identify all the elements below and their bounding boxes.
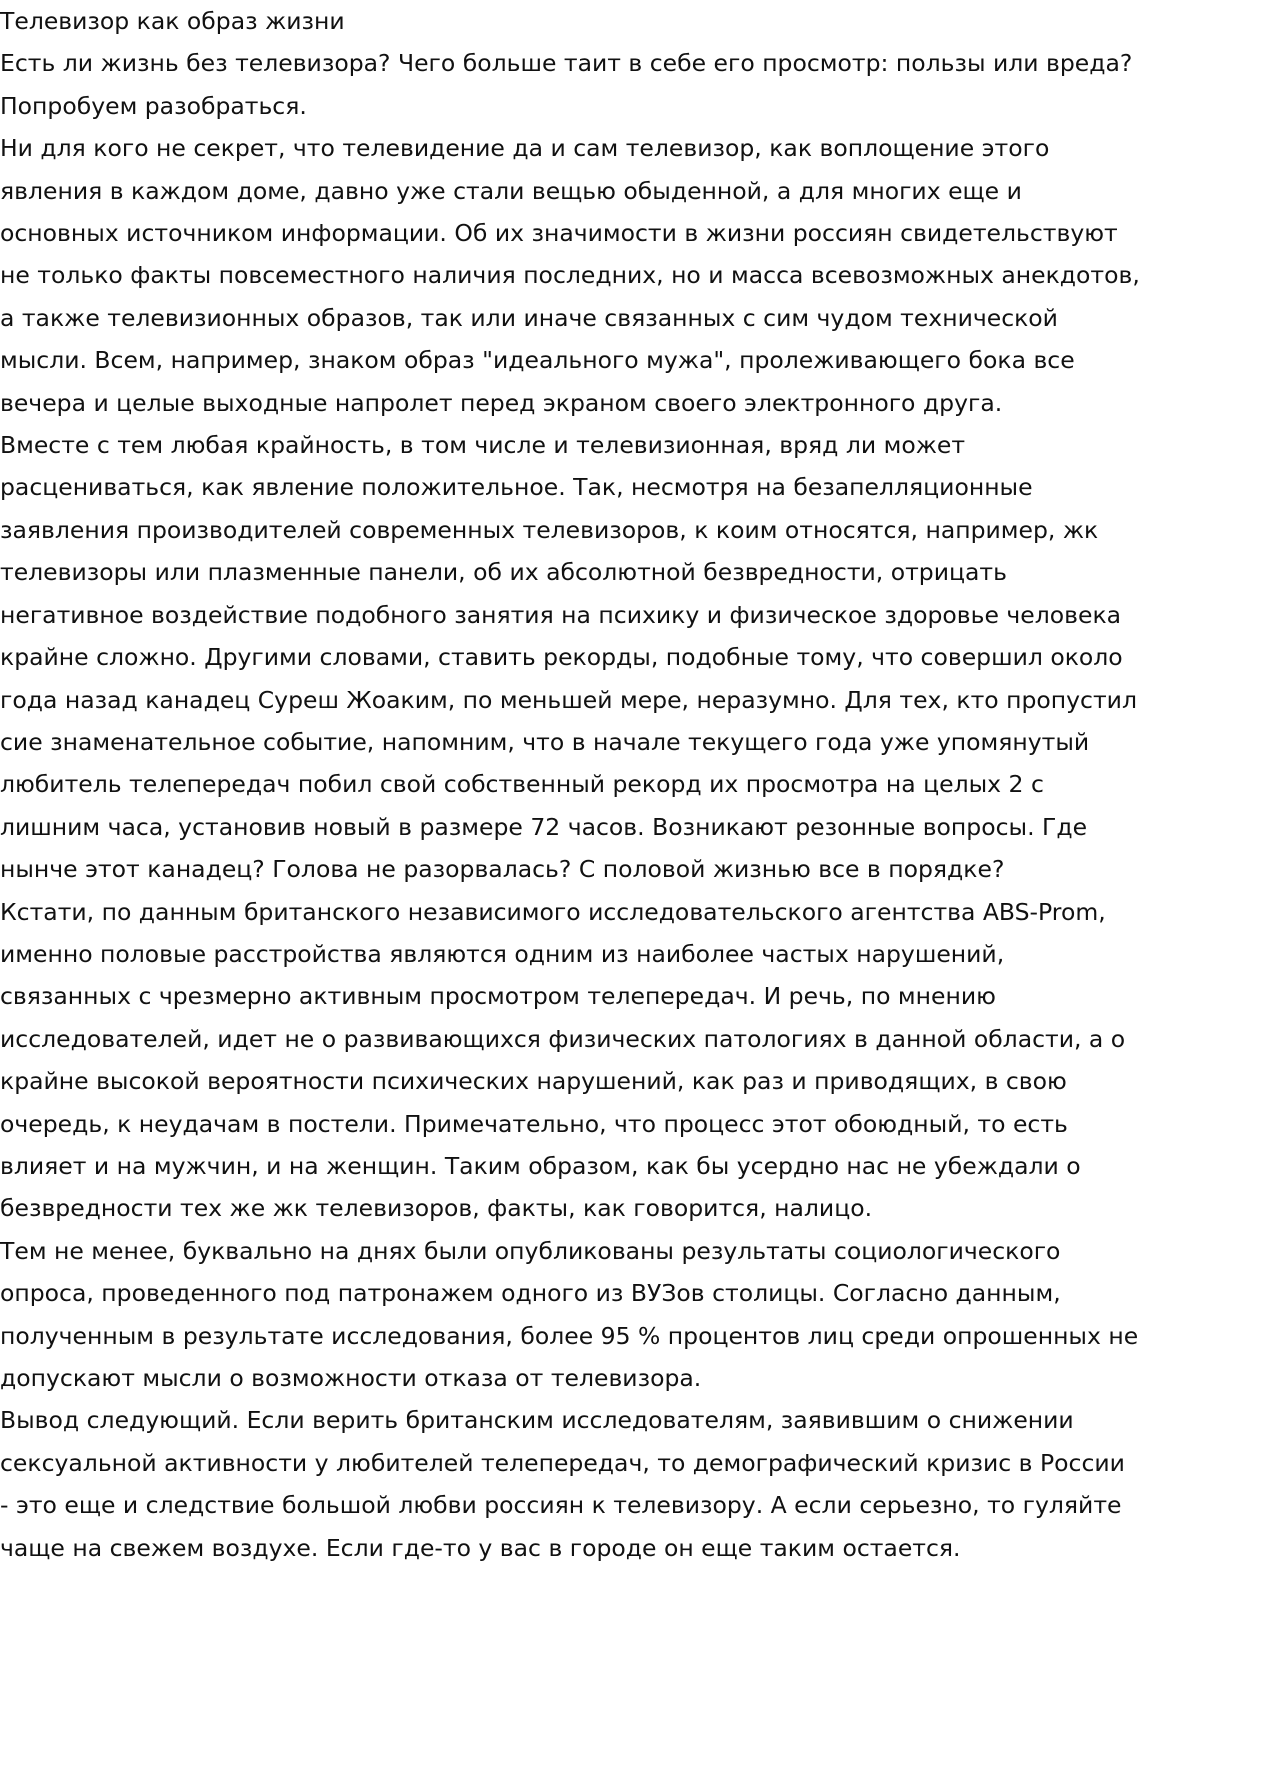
paragraph-extremes-record: Вместе с тем любая крайность, в том числе и телевизионная, вряд ли может расцениваться, как явление положительное. Так, несмотря на безапелляционные заявления производителей современных телевизоров, к коим относятся, например, жк телевизоры или плазменные панели, об их абсолютной безвредности, отрицать негативное воздействие подобного занятия на психику и физическое здоровье человека крайне сложно. Другими словами, ставить рекорды, подобные тому, что совершил около года назад канадец Суреш Жоаким, по меньшей мере, неразумно. Для тех, кто пропустил сие знаменательное событие, напомним, что в начале текущего года уже упомянутый любитель телепередач побил свой собственный рекорд их просмотра на целых 2 с лишним часа, установив новый в размере 72 часов. Возникают резонные вопросы. Где нынче этот канадец? Голова не разорвалась? С половой жизнью все в порядке? xyxy=(0,431,1137,884)
paragraph-conclusion: Вывод следующий. Если верить британским исследователям, заявившим о снижении сексуальной активности у любителей телепередач, то демографический кризис в России - это еще и следствие большой любви россиян к телевизору. А если серьезно, то гуляйте чаще на свежем воздухе. Если где-то у вас в городе он еще таким остается. xyxy=(0,1406,1125,1562)
paragraph-survey: Тем не менее, буквально на днях были опубликованы результаты социологического опроса, проведенного под патронажем одного из ВУЗов столицы. Согласно данным, полученным в результате исследования, более 95 % процентов лиц среди опрошенных не допускают мысли о возможности отказа от телевизора. xyxy=(0,1236,1139,1392)
paragraph-intro: Есть ли жизнь без телевизора? Чего больше таит в себе его просмотр: пользы или вреда? Попробуем разобраться. xyxy=(0,49,1133,120)
article-title: Телевизор как образ жизни xyxy=(0,7,345,35)
paragraph-british-research: Кстати, по данным британского независимого исследовательского агентства ABS-Prom, именно половые расстройства являются одним из наиболее частых нарушений, связанных с чрезмерно активным просмотром телепередач. И речь, по мнению исследователей, идет не о развивающихся физических патологиях в данной области, а о крайне высокой вероятности психических нарушений, как раз и приводящих, в свою очередь, к неудачам в постели. Примечательно, что процесс этот обоюдный, то есть влияет и на мужчин, и на женщин. Таким образом, как бы усердно нас не убеждали о безвредности тех же жк телевизоров, факты, как говорится, налицо. xyxy=(0,897,1126,1223)
paragraph-television-everyday: Ни для кого не секрет, что телевидение да и сам телевизор, как воплощение этого явления в каждом доме, давно уже стали вещью обыденной, а для многих еще и основных источником информации. Об их значимости в жизни россиян свидетельствуют не только факты повсеместного наличия последних, но и масса всевозможных анекдотов, а также телевизионных образов, так или иначе связанных с сим чудом технической мысли. Всем, например, знаком образ "идеального мужа", пролеживающего бока все вечера и целые выходные напролет перед экраном своего электронного друга. xyxy=(0,134,1140,417)
